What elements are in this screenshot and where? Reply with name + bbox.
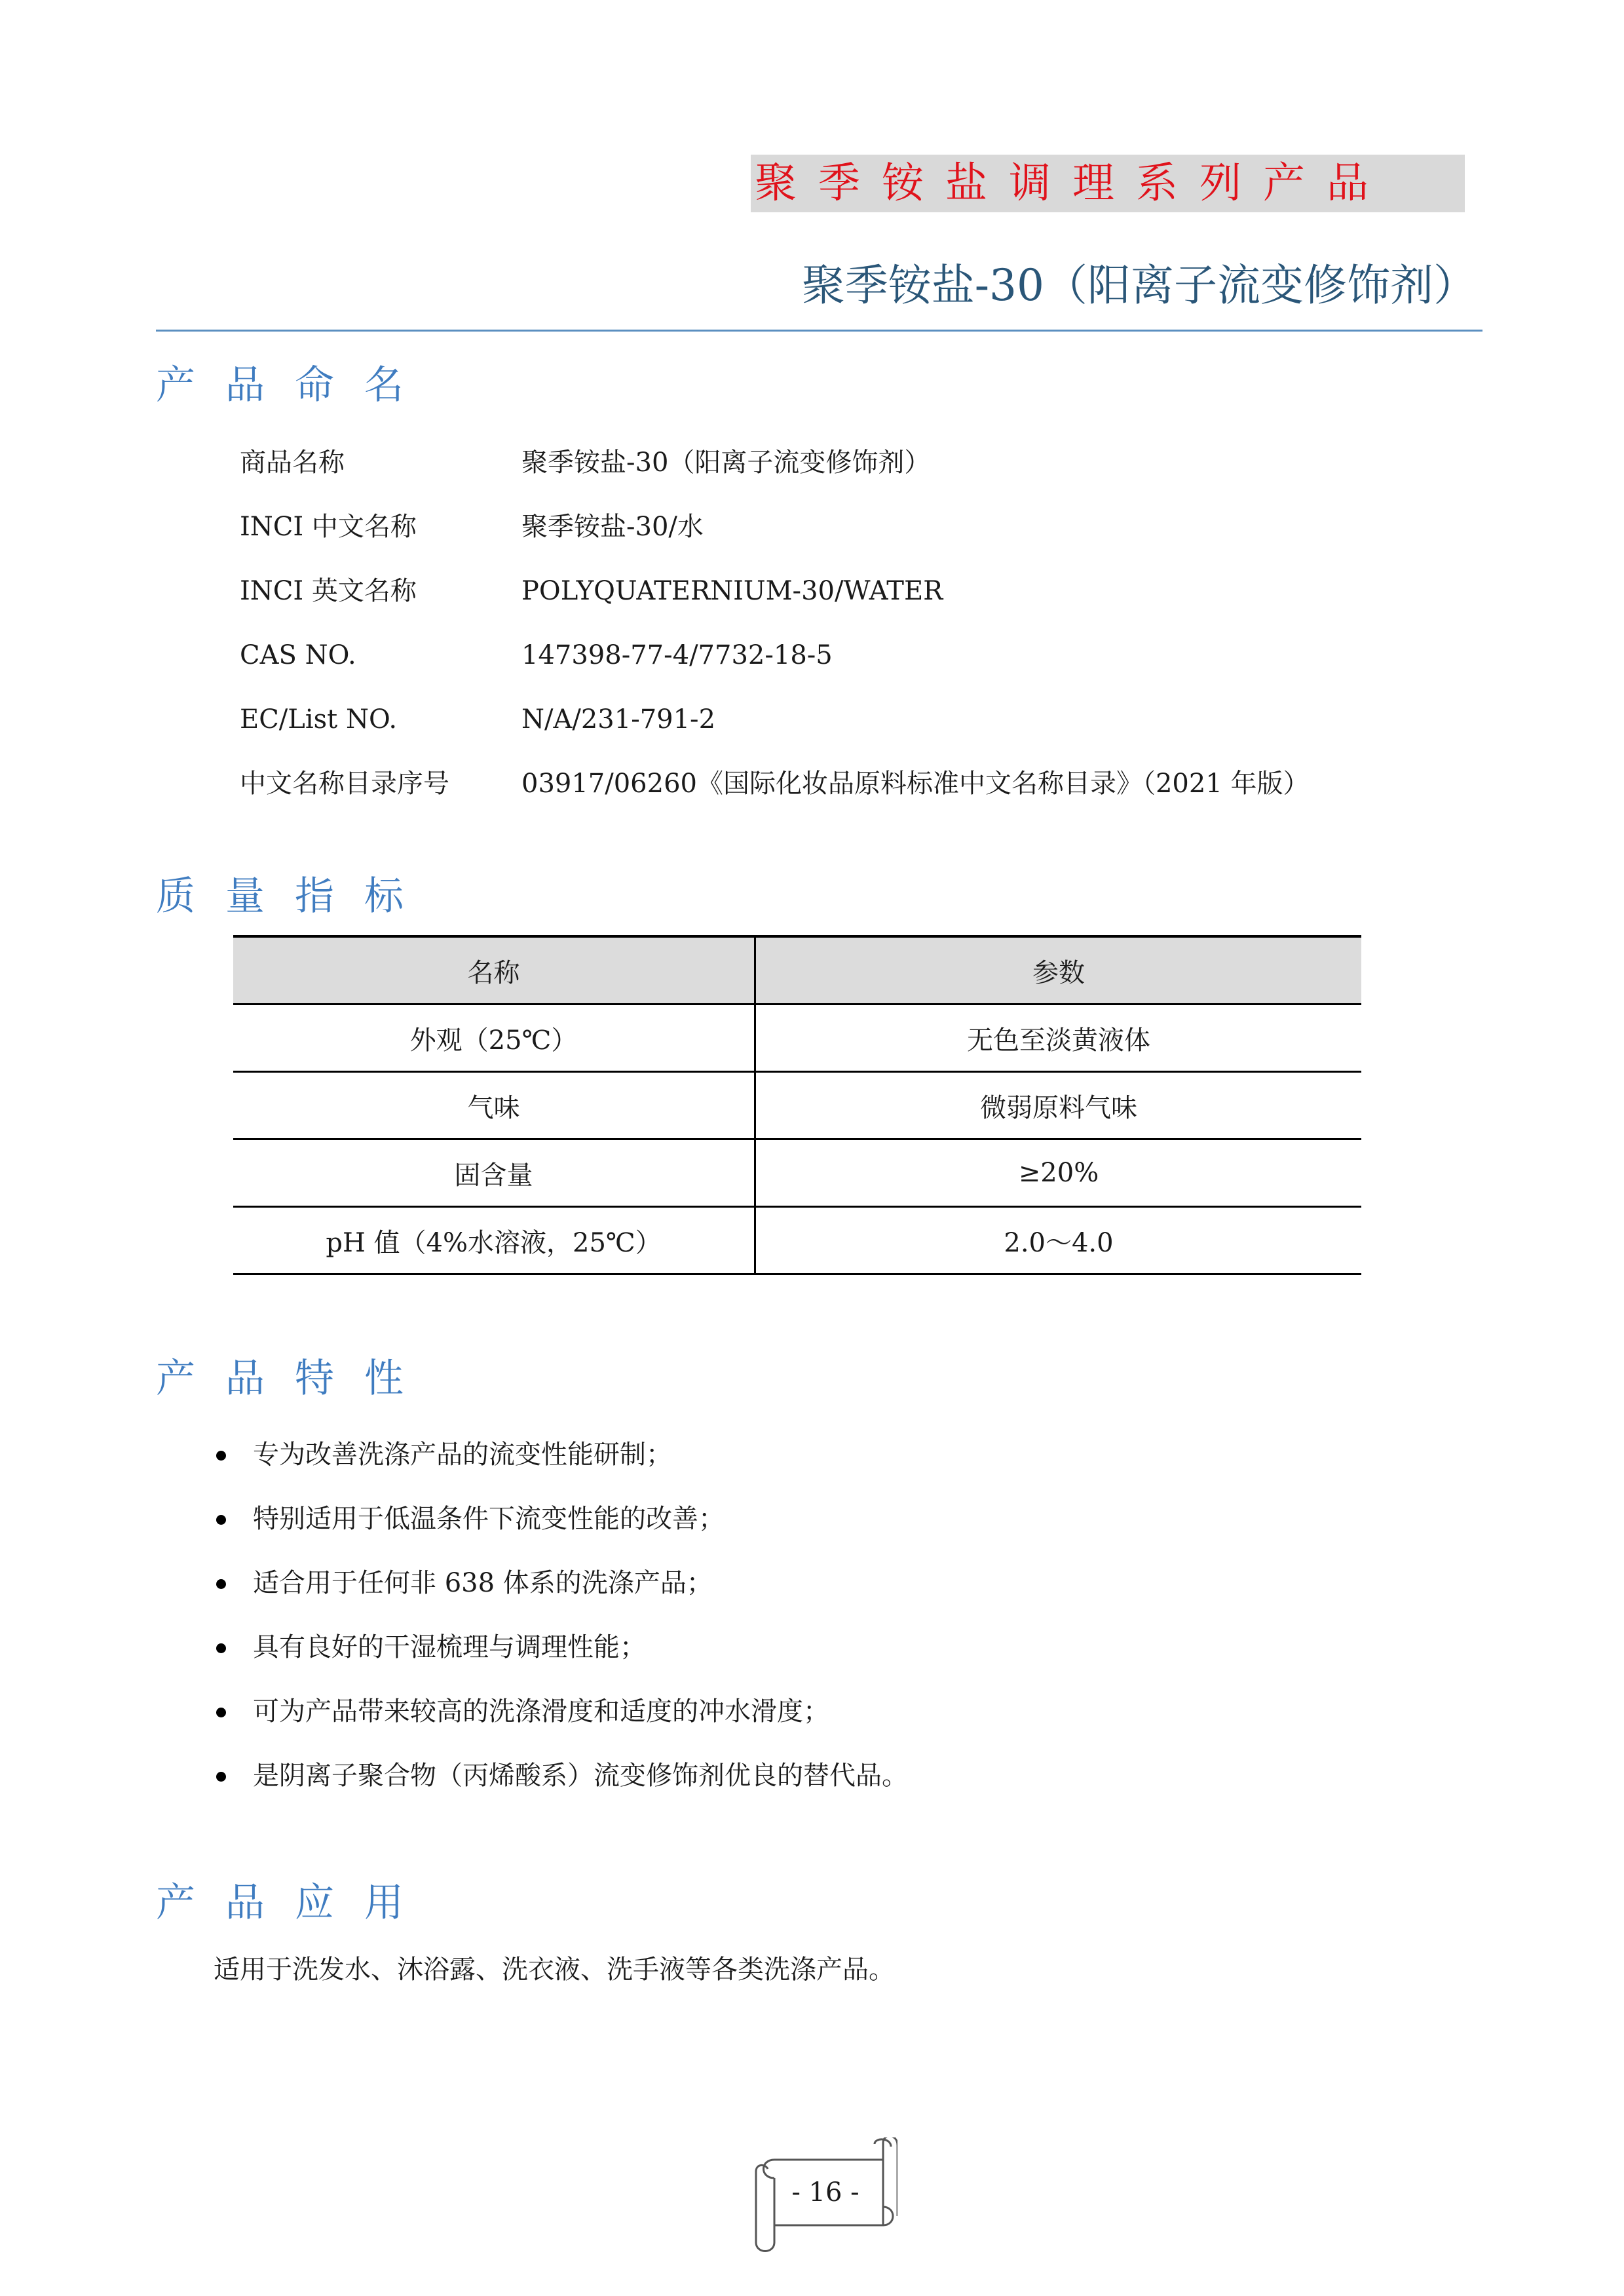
section-heading-application: 产品应用: [156, 1880, 434, 1926]
section-heading-quality: 质量指标: [156, 873, 434, 919]
feature-text: 是阴离子聚合物（丙烯酸系）流变修饰剂优良的替代品。: [253, 1761, 908, 1791]
table-row: [233, 1139, 1361, 1207]
table-cell: ≥20%: [755, 1139, 1362, 1207]
feature-text: 特别适用于低温条件下流变性能的改善；: [253, 1504, 725, 1534]
naming-value: 147398-77-4/7732-18-5: [521, 640, 833, 670]
series-title: 聚季铵盐调理系列产品: [755, 159, 1390, 208]
quality-table: [233, 935, 1361, 1275]
table-cell: 2.0～4.0: [755, 1207, 1362, 1274]
naming-value: 03917/06260《国际化妆品原料标准中文名称目录》（2021 年版）: [521, 769, 1310, 799]
table-row: [233, 1004, 1361, 1072]
bullet-icon: [216, 1579, 226, 1589]
naming-value: N/A/231-791-2: [521, 704, 716, 735]
page-number: - 16 -: [791, 2177, 859, 2208]
section-heading-features: 产品特性: [156, 1356, 434, 1402]
product-title: 聚季铵盐-30（阳离子流变修饰剂）: [801, 260, 1477, 311]
table-header-cell: 参数: [755, 936, 1362, 1004]
naming-label: 中文名称目录序号: [240, 769, 449, 799]
naming-value: 聚季铵盐-30/水: [521, 512, 704, 542]
naming-label: 商品名称: [240, 448, 345, 478]
table-cell: 外观（25℃）: [233, 1004, 755, 1072]
feature-text: 具有良好的干湿梳理与调理性能；: [253, 1632, 646, 1662]
application-text: 适用于洗发水、沐浴露、洗衣液、洗手液等各类洗涤产品。: [214, 1955, 895, 1985]
table-cell: 固含量: [233, 1139, 755, 1207]
bullet-icon: [216, 1515, 226, 1525]
naming-label: EC/List NO.: [240, 704, 398, 735]
table-cell: 无色至淡黄液体: [755, 1004, 1362, 1072]
header-divider: [156, 330, 1482, 332]
bullet-icon: [216, 1643, 226, 1653]
table-header-cell: 名称: [233, 936, 755, 1004]
table-header-row: [233, 936, 1361, 1004]
naming-label: CAS NO.: [240, 640, 356, 670]
naming-label: INCI 中文名称: [240, 512, 417, 542]
table-cell: pH 值（4%水溶液，25℃）: [233, 1207, 755, 1274]
feature-text: 可为产品带来较高的洗涤滑度和适度的冲水滑度；: [253, 1696, 829, 1727]
table-cell: 气味: [233, 1072, 755, 1139]
feature-text: 专为改善洗涤产品的流变性能研制；: [253, 1440, 672, 1470]
section-heading-naming: 产品命名: [156, 362, 434, 408]
naming-value: POLYQUATERNIUM-30/WATER: [521, 576, 943, 606]
feature-text: 适合用于任何非 638 体系的洗涤产品；: [253, 1568, 713, 1598]
table-cell: 微弱原料气味: [755, 1072, 1362, 1139]
bullet-icon: [216, 1451, 226, 1461]
table-row: [233, 1207, 1361, 1274]
table-row: [233, 1072, 1361, 1139]
bullet-icon: [216, 1772, 226, 1782]
naming-value: 聚季铵盐-30（阳离子流变修饰剂）: [521, 448, 931, 478]
bullet-icon: [216, 1708, 226, 1717]
naming-label: INCI 英文名称: [240, 576, 417, 606]
